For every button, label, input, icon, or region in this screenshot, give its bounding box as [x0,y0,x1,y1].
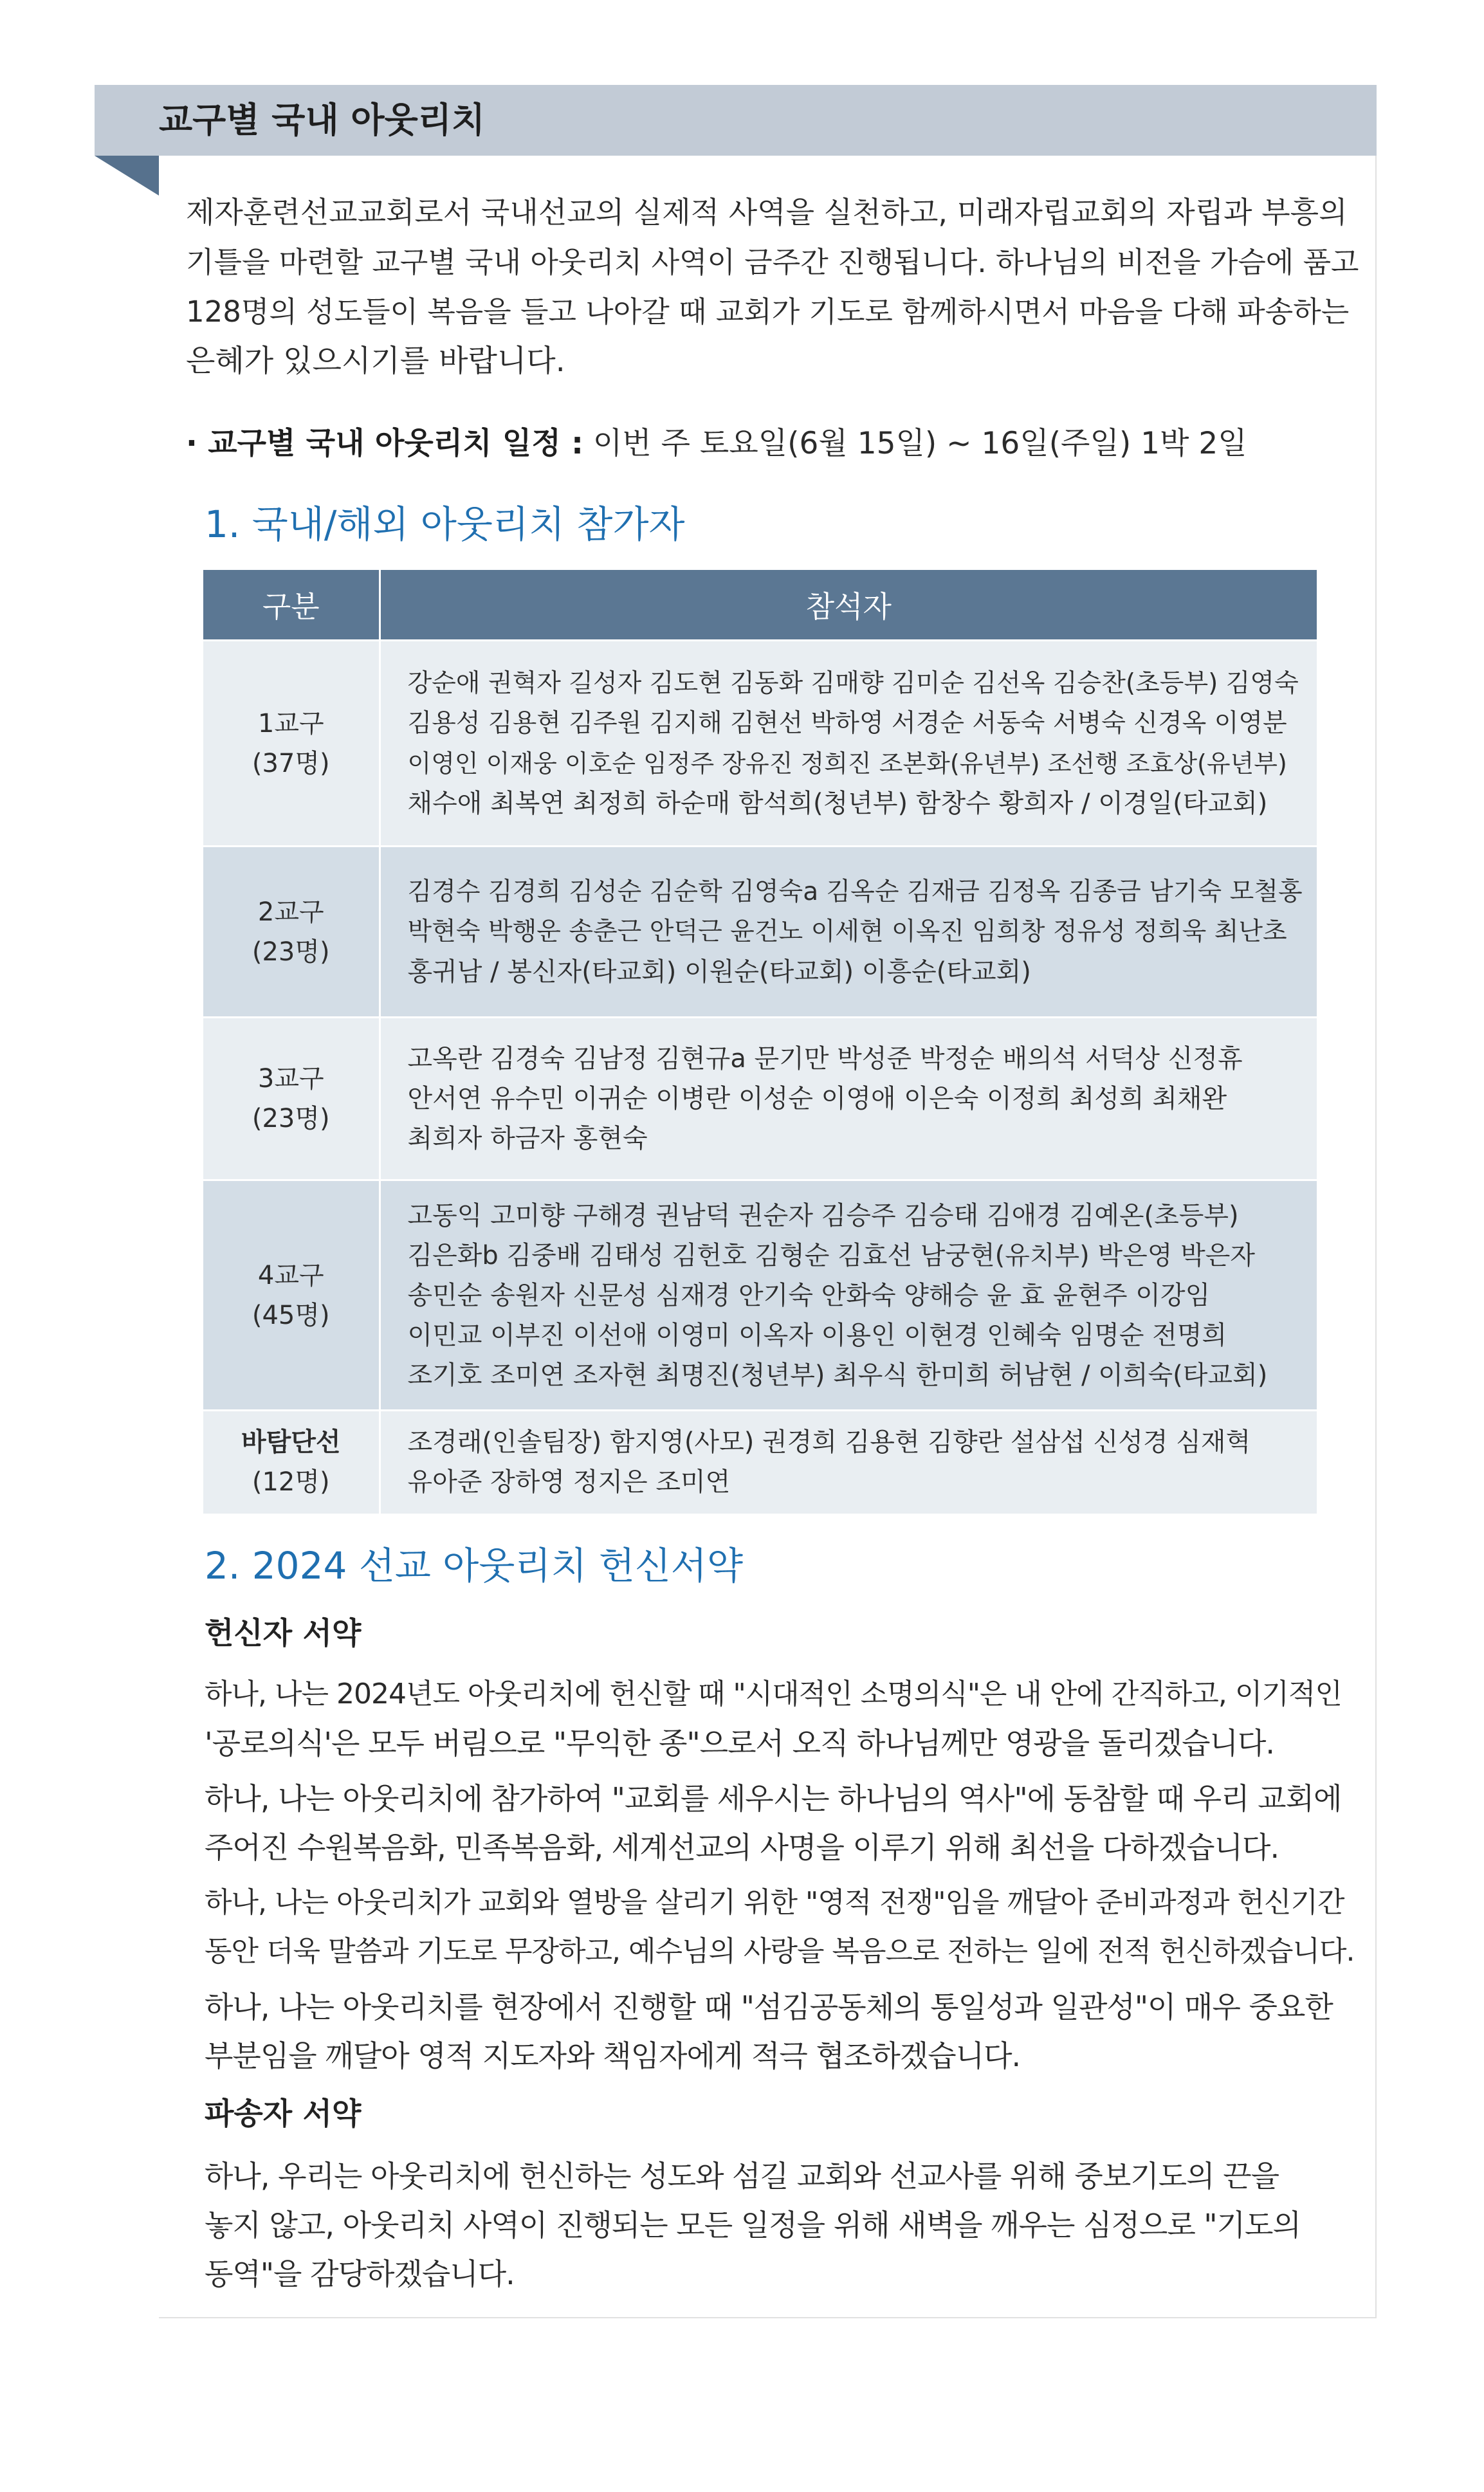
attendees-line: 유아준 장하영 정지은 조미연 [407,1467,731,1498]
vow-line: 하나, 나는 아웃리치가 교회와 열방을 살리기 위한 "영적 전쟁"임을 깨달아 준비과정과 헌신기간 [205,1886,1344,1919]
attendees-cell [380,1018,1317,1180]
sender-vow-heading: 파송자 서약 [205,2096,362,2132]
attendees-line: 이민교 이부진 이선애 이영미 이옥자 이용인 이현경 인혜숙 임명순 전명희 [407,1320,1227,1350]
group-cell [203,1018,380,1180]
table-row [203,847,1317,1018]
attendees-line: 고동익 고미향 구해경 권남덕 권순자 김승주 김승태 김애경 김예온(초등부) [407,1200,1239,1231]
group-name: 1교구 [257,708,324,738]
attendees-line: 안서연 유수민 이귀순 이병란 이성순 이영애 이은숙 이정희 최성희 최채완 [407,1084,1227,1113]
intro-line: 제자훈련선교교회로서 국내선교의 실제적 사역을 실천하고, 미래자립교회의 자립과 부흥의 [186,195,1348,230]
dedicator-vow-heading: 헌신자 서약 [205,1616,362,1651]
attendees-line: 김용성 김용현 김주원 김지해 김현선 박하영 서경순 서동숙 서병숙 신경옥 이영분 [407,708,1287,738]
attendees-cell [380,641,1317,847]
schedule-label: · 교구별 국내 아웃리치 일정 : [186,426,583,461]
vow-line: 하나, 우리는 아웃리치에 헌신하는 성도와 섬길 교회와 선교사를 위해 중보기도의 끈을 [205,2159,1279,2194]
participants-table [203,570,1317,1514]
page-title: 교구별 국내 아웃리치 [159,100,486,140]
attendees-line: 강순애 권혁자 길성자 김도현 김동화 김매향 김미순 김선옥 김승찬(초등부) 김영숙 [407,668,1299,698]
attendees-line: 김은화b 김중배 김태성 김헌호 김형순 김효선 남궁현(유치부) 박은영 박은자 [407,1240,1256,1270]
table-row [203,1411,1317,1514]
attendees-line: 채수애 최복연 최정희 하순매 함석희(청년부) 함창수 황희자 / 이경일(타교회) [407,788,1268,818]
group-cell [203,1411,380,1514]
group-cell [203,847,380,1018]
group-count: (45명) [252,1300,330,1330]
table-header-row [203,570,1317,641]
intro-line: 은혜가 있으시기를 바랍니다. [186,344,565,379]
attendees-line: 박현숙 박행운 송춘근 안덕근 윤건노 이세현 이옥진 임희창 정유성 정희욱 최난초 [407,917,1287,946]
group-count: (23명) [252,937,330,967]
schedule-value: 이번 주 토요일(6월 15일) ~ 16일(주일) 1박 2일 [583,426,1247,461]
attendees-line: 조경래(인솔팀장) 함지영(사모) 권경희 김용현 김향란 설삼섭 신성경 심재혁 [407,1427,1251,1458]
vow-line: 동안 더욱 말씀과 기도로 무장하고, 예수님의 사랑을 복음으로 전하는 일에 전적 헌신하겠습니다. [205,1935,1355,1968]
attendees-line: 고옥란 김경숙 김남정 김현규a 문기만 박성준 박정순 배의석 서덕상 신정휴 [407,1044,1243,1074]
vow-line: 하나, 나는 2024년도 아웃리치에 헌신할 때 "시대적인 소명의식"은 내 안에 간직하고, 이기적인 [205,1678,1342,1710]
group-name: 3교구 [257,1064,324,1094]
attendees-line: 홍귀남 / 봉신자(타교회) 이원순(타교회) 이흥순(타교회) [407,957,1031,987]
attendees-line: 이영인 이재웅 이호순 임정주 장유진 정희진 조본화(유년부) 조선행 조효상(유년부) [407,749,1287,778]
attendees-cell [380,1411,1317,1514]
vow-line: 하나, 나는 아웃리치에 참가하여 "교회를 세우시는 하나님의 역사"에 동참할 때 우리 교회에 [205,1781,1342,1816]
section1-title: 1. 국내/해외 아웃리치 참가자 [205,502,685,546]
group-name: 4교구 [257,1260,324,1290]
table-row [203,641,1317,847]
attendees-line: 조기호 조미연 조자현 최명진(청년부) 최우식 한미희 허남현 / 이희숙(타교회) [407,1360,1268,1390]
vow-line: 부분임을 깨달아 영적 지도자와 책임자에게 적극 협조하겠습니다. [205,2038,1021,2073]
intro-line: 128명의 성도들이 복음을 들고 나아갈 때 교회가 기도로 함께하시면서 마음을 다해 파송하는 [186,295,1350,329]
table-row [203,1180,1317,1411]
vow-line: 동역"을 감당하겠습니다. [205,2257,515,2291]
vow-line: 놓지 않고, 아웃리치 사역이 진행되는 모든 일정을 위해 새벽을 깨우는 심정으로 "기도의 [205,2208,1301,2242]
schedule-line [186,418,1247,470]
dedicator-vow [205,1983,1333,2080]
header-bar [95,85,1377,156]
vow-line: '공로의식'은 모두 버림으로 "무익한 종"으로서 오직 하나님께만 영광을 돌리겠습니다. [205,1726,1275,1761]
dedicator-vow [205,1774,1341,1872]
group-count: (23명) [252,1104,330,1133]
sender-vow [205,2152,1301,2298]
intro-line: 기틀을 마련할 교구별 국내 아웃리치 사역이 금주간 진행됩니다. 하나님의 비전을 가슴에 품고 [186,245,1359,279]
vow-line: 하나, 나는 아웃리치를 현장에서 진행할 때 "섬김공동체의 통일성과 일관성"이 매우 중요한 [205,1990,1333,2024]
section2-title: 2. 2024 선교 아웃리치 헌신서약 [205,1544,743,1588]
group-name: 바탐단선 [241,1427,341,1458]
group-cell [203,1180,380,1411]
column-header-group: 구분 [203,570,380,641]
dedicator-vow [205,1878,1354,1976]
dedicator-vow [205,1670,1342,1768]
header-corner-tab [95,156,159,196]
group-cell [203,641,380,847]
attendees-line: 송민순 송원자 신문성 심재경 안기숙 안화숙 양해승 윤 효 윤현주 이강임 [407,1280,1211,1310]
column-header-attendees: 참석자 [380,570,1317,641]
attendees-line: 최희자 하금자 홍현숙 [407,1124,648,1153]
attendees-cell [380,847,1317,1018]
attendees-line: 김경수 김경희 김성순 김순학 김영숙a 김옥순 김재금 김정옥 김종금 남기숙 모철홍 [407,877,1303,906]
intro-paragraph [186,188,1363,386]
table-row [203,1018,1317,1180]
group-name: 2교구 [257,897,324,927]
group-count: (37명) [252,748,330,778]
vow-line: 주어진 수원복음화, 민족복음화, 세계선교의 사명을 이루기 위해 최선을 다하겠습니다. [205,1830,1279,1865]
group-count: (12명) [252,1467,330,1498]
attendees-cell [380,1180,1317,1411]
